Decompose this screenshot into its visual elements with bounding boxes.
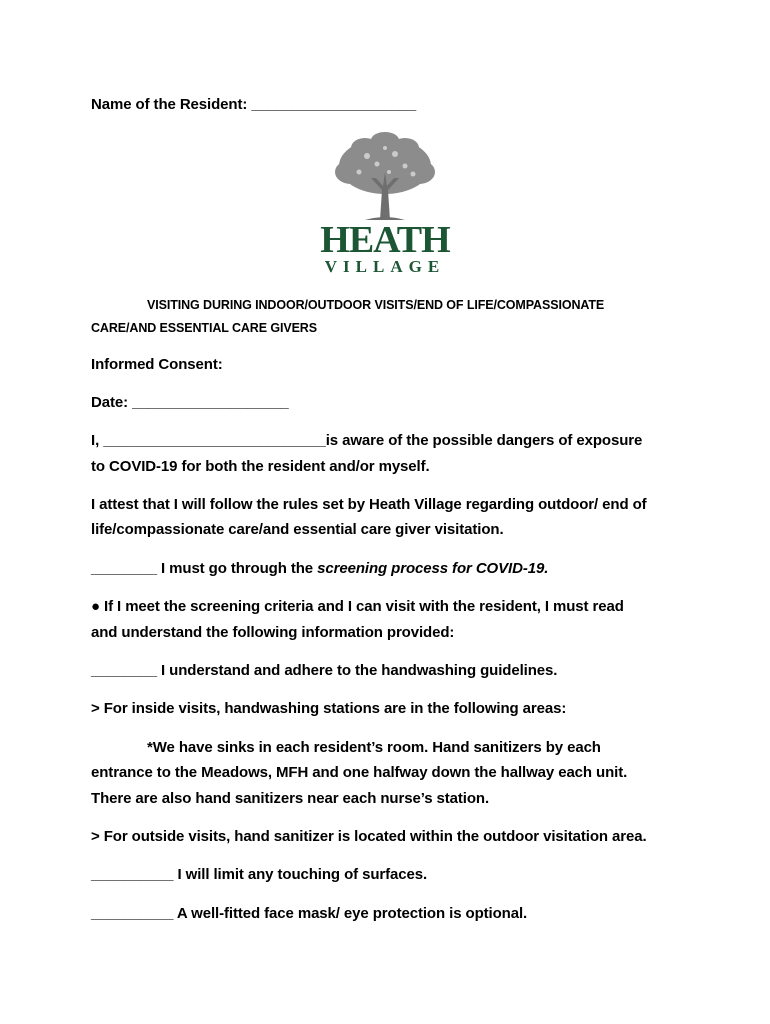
logo-village-text: VILLAGE [324,257,446,276]
screening-emphasis: screening process for COVID-19. [317,560,549,577]
date-line: Date: ___________________ [91,394,289,411]
sinks-line-2: entrance to the Meadows, MFH and one halfway down the hallway each unit. [91,764,628,781]
touching-line: __________ I will limit any touching of surfaces. [91,866,428,883]
attest-line-1: I attest that I will follow the rules set by Heath Village regarding outdoor/ end of [91,496,647,513]
aware-line-1: I, ___________________________is aware of the possible dangers of exposure [91,432,643,449]
logo-heath-text: HEATH [320,219,450,261]
mask-line: __________ A well-fitted face mask/ eye protection is optional. [91,905,528,922]
tree-icon [305,132,465,222]
heath-village-logo [305,132,465,277]
attest-line-2: life/compassionate care/and essential care giver visitation. [91,521,504,538]
informed-consent-heading: Informed Consent: [91,356,223,373]
handwashing-line: ________ I understand and adhere to the handwashing guidelines. [91,662,558,679]
criteria-line-1: ● If I meet the screening criteria and I can visit with the resident, I must read [91,598,624,615]
inside-visits-line: > For inside visits, handwashing stations are in the following areas: [91,700,567,717]
resident-name-line: Name of the Resident: ____________________ [91,96,417,113]
sinks-line-1: *We have sinks in each resident’s room. Hand sanitizers by each [147,739,601,756]
screening-line [91,560,548,577]
outside-visits-line: > For outside visits, hand sanitizer is located within the outdoor visitation area. [91,828,647,845]
title-line-1: VISITING DURING INDOOR/OUTDOOR VISITS/END OF LIFE/COMPASSIONATE [147,298,605,312]
screening-prefix: ________ I must go through the [91,560,318,577]
criteria-line-2: and understand the following information provided: [91,624,455,641]
aware-line-2: to COVID-19 for both the resident and/or myself. [91,458,430,475]
sinks-line-3: There are also hand sanitizers near each nurse’s station. [91,790,490,807]
title-line-2: CARE/AND ESSENTIAL CARE GIVERS [91,321,317,335]
